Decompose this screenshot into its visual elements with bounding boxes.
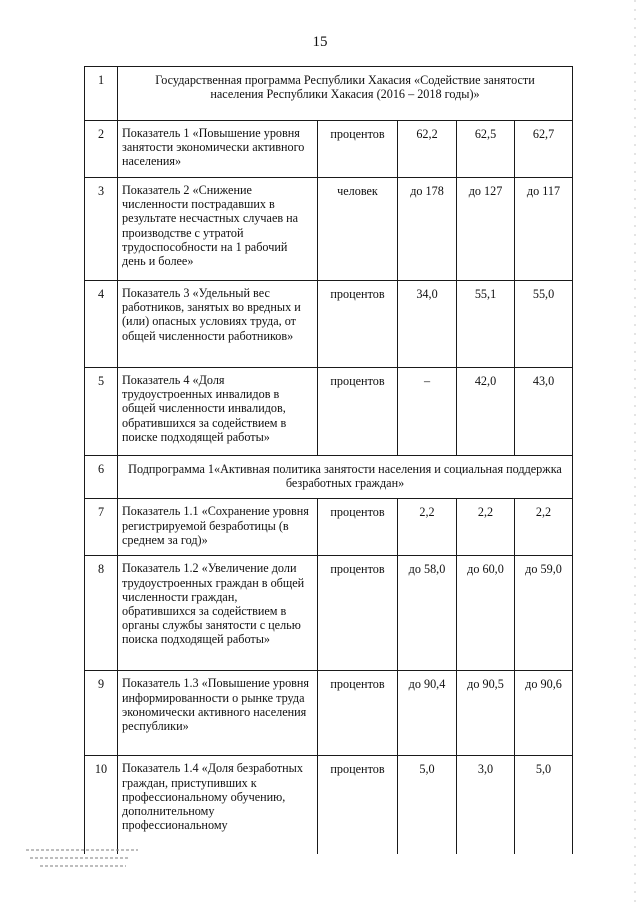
value-2017: 55,1 [457, 281, 515, 368]
scan-edge [634, 0, 636, 905]
page-number: 15 [312, 34, 328, 50]
value-2017: 3,0 [457, 756, 515, 854]
indicator-unit: процентов [318, 499, 398, 556]
indicator-name: Показатель 1 «Повышение уровня занятости экономически активного населения» [118, 121, 318, 178]
value-2017: 42,0 [457, 368, 515, 456]
row-number: 6 [85, 456, 118, 499]
stamp-line [40, 865, 126, 867]
value-2017: 62,5 [457, 121, 515, 178]
indicator-name: Показатель 4 «Доля трудоустроенных инвалидов в общей численности инвалидов, обратившихся за содействием в поиске подходящей работы» [118, 368, 318, 456]
table-row [85, 178, 573, 281]
value-2016: 2,2 [398, 499, 457, 556]
table-row [85, 67, 573, 121]
value-2017: до 60,0 [457, 556, 515, 671]
row-number: 2 [85, 121, 118, 178]
table-row [85, 756, 573, 854]
stamp-line [30, 857, 130, 859]
value-2018: 2,2 [515, 499, 573, 556]
value-2018: до 59,0 [515, 556, 573, 671]
indicator-name: Показатель 3 «Удельный вес работников, занятых во вредных и (или) опасных условиях труда, от общей численности работников» [118, 281, 318, 368]
row-number: 7 [85, 499, 118, 556]
value-2016: – [398, 368, 457, 456]
indicator-unit: процентов [318, 671, 398, 756]
value-2017: до 90,5 [457, 671, 515, 756]
table-row [85, 499, 573, 556]
stamp-line [26, 849, 138, 851]
value-2018: 5,0 [515, 756, 573, 854]
table-row [85, 368, 573, 456]
indicator-name: Показатель 2 «Снижение численности пострадавших в результате несчастных случаев на производстве с утратой трудоспособности на 1 рабочий день и более» [118, 178, 318, 281]
indicator-unit: процентов [318, 556, 398, 671]
indicator-unit: процентов [318, 121, 398, 178]
indicator-name: Показатель 1.1 «Сохранение уровня регистрируемой безработицы (в среднем за год)» [118, 499, 318, 556]
table-row [85, 456, 573, 499]
value-2016: до 178 [398, 178, 457, 281]
table-row [85, 671, 573, 756]
indicator-unit: процентов [318, 756, 398, 854]
value-2018: до 90,6 [515, 671, 573, 756]
program-heading: Государственная программа Республики Хакасия «Содействие занятости населения Республики Хакасия (2016 – 2018 годы)» [118, 67, 573, 121]
row-number: 4 [85, 281, 118, 368]
value-2016: 5,0 [398, 756, 457, 854]
row-number: 8 [85, 556, 118, 671]
subprogram-heading: Подпрограмма 1«Активная политика занятости населения и социальная поддержка безработных граждан» [118, 456, 573, 499]
faded-stamp [26, 843, 138, 883]
value-2018: 62,7 [515, 121, 573, 178]
value-2016: до 90,4 [398, 671, 457, 756]
value-2017: 2,2 [457, 499, 515, 556]
row-number: 10 [85, 756, 118, 854]
indicators-table [84, 66, 573, 854]
value-2016: до 58,0 [398, 556, 457, 671]
value-2016: 34,0 [398, 281, 457, 368]
value-2018: 55,0 [515, 281, 573, 368]
value-2018: 43,0 [515, 368, 573, 456]
indicator-unit: процентов [318, 281, 398, 368]
value-2016: 62,2 [398, 121, 457, 178]
indicator-name: Показатель 1.4 «Доля безработных граждан, приступивших к профессиональному обучению, дополнительному профессиональному [118, 756, 318, 854]
indicator-name: Показатель 1.3 «Повышение уровня информированности о рынке труда экономически активного населения республики» [118, 671, 318, 756]
value-2017: до 127 [457, 178, 515, 281]
indicator-unit: человек [318, 178, 398, 281]
table-row [85, 556, 573, 671]
indicator-unit: процентов [318, 368, 398, 456]
table-row [85, 121, 573, 178]
indicators-table-body [85, 67, 573, 854]
value-2018: до 117 [515, 178, 573, 281]
row-number: 9 [85, 671, 118, 756]
indicator-name: Показатель 1.2 «Увеличение доли трудоустроенных граждан в общей численности граждан, обратившихся за содействием в органы службы занятости с целью поиска подходящей работы» [118, 556, 318, 671]
table-row [85, 281, 573, 368]
row-number: 3 [85, 178, 118, 281]
row-number: 5 [85, 368, 118, 456]
row-number: 1 [85, 67, 118, 121]
